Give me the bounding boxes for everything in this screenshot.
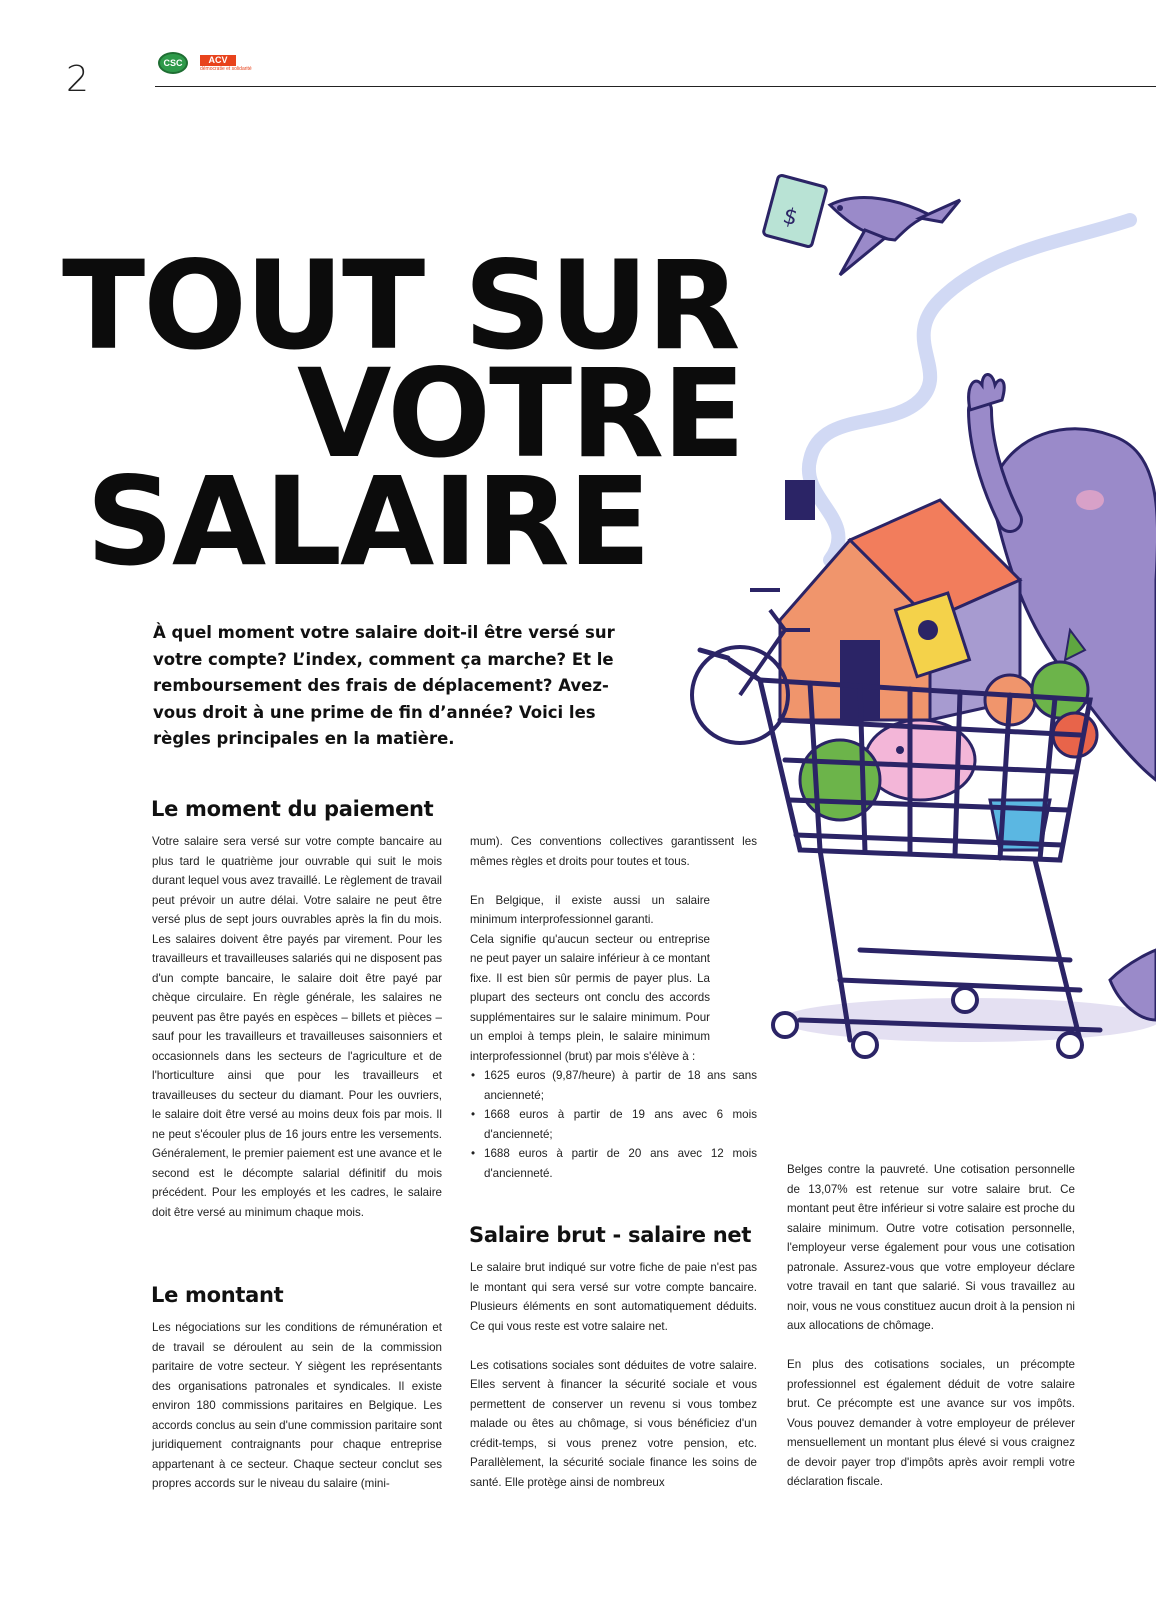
section-title-brut-net: Salaire brut - salaire net: [469, 1223, 752, 1247]
headline-line-2: VOTRE: [297, 343, 744, 485]
text-column-2a: [470, 832, 757, 1183]
col2-paragraph-3: Cela signifie qu'aucun secteur ou entreprise ne peut payer un salaire inférieur à ce montant fixe. Il est bien sûr permis de payer plus. La plupart des secteurs ont conclu des accords supplémentaires sur le salaire minimum. Pour un emploi à temps plein, le salaire minimum interprofessionnel (brut) par mois s'élève à :: [470, 932, 710, 1063]
text-column-1a: [152, 832, 442, 1222]
col2-paragraph-1: mum). Ces conventions collectives garantissent les mêmes règles et droits pour toutes et tous.: [470, 835, 757, 868]
acv-logo-tagline: démocratie et solidarité: [200, 66, 252, 72]
header-rule: [155, 86, 1156, 87]
headline-line-3: SALAIRE: [86, 451, 650, 593]
text-column-3: [787, 1160, 1075, 1492]
bird-icon: [830, 198, 960, 275]
headline-line-1: TOUT SUR: [62, 235, 739, 377]
col3-paragraph-2: En plus des cotisations sociales, un précompte professionnel est également déduit de votre salaire brut. Ce précompte est une avance sur vos impôts. Vous pouvez demander à votre employeur de prélever mensuellement un montant plus élevé si vous craignez de devoir payer trop d'impôts après avoir rempli votre déclaration fiscale.: [787, 1358, 1075, 1488]
col3-paragraph-1: Belges contre la pauvreté. Une cotisation personnelle de 13,07% est retenue sur votre salaire brut. Ce montant peut être inférieur si votre salaire est proche du salaire minimum. Outre votre cotisation personnelle, l'employeur verse également pour vous une cotisation patronale. Assurez-vous que votre employeur déclare votre travail en tant que salarié. Si vous travaillez au noir, vous ne vous constituez aucun droit à la pension ni aux allocations de chômage.: [787, 1163, 1075, 1332]
paiement-paragraph: Votre salaire sera versé sur votre compte bancaire au plus tard le quatrième jour ouvrable qui suit le mois durant lequel vous avez travaillé. Le règlement de travail peut prévoir un autre délai. Votre salaire ne peut être versé plus de sept jours ouvrables après la fin du mois. Les salaires doivent être payés par virement. Pour les travailleurs et travailleuses salariés qui ne disposent pas d'un compte bancaire, le salaire doit être payé par chèque circulaire. En règle générale, les salaires ne peuvent pas être payés en espèces – billets et pièces – sauf pour les travailleurs et travailleuses saisonniers et occasionnels dans les secteurs de l'agriculture et de l'horticulture ainsi que pour les travailleurs et travailleuses du secteur du diamant. Pour les ouvriers, le salaire doit être versé au moins deux fois par mois. Il ne peut s'écouler plus de 16 jours entre les versements. Généralement, le premier paiement est une avance et le second est le décompte salarial définitif du mois précédent. Pour les employés et les cadres, le salaire doit être versé au minimum chaque mois.: [152, 835, 443, 1219]
shopping-cart-illustration: [690, 160, 1156, 1080]
list-item: • 1668 euros à partir de 19 ans avec 6 mois d'ancienneté;: [484, 1105, 757, 1144]
section-title-paiement: Le moment du paiement: [151, 797, 434, 821]
text-column-2b: [470, 1258, 757, 1492]
col2-paragraph-2: En Belgique, il existe aussi un salaire minimum interprofessionnel garanti.: [470, 893, 710, 926]
acv-logo-mark: ACV: [200, 55, 236, 66]
brut-paragraph-1: Le salaire brut indiqué sur votre fiche de paie n'est pas le montant qui sera versé sur votre compte bancaire. Plusieurs éléments en sont automatiquement déduits. Ce qui vous reste est votre salaire net.: [470, 1261, 757, 1333]
acv-logo: [200, 55, 264, 71]
page-number: 2: [66, 59, 89, 100]
montant-paragraph: Les négociations sur les conditions de rémunération et de travail se déroulent au sein de la commission paritaire de votre secteur. Y siègent les représentants des organisations patronales et syndicales. Il existe environ 180 commissions paritaires en Belgique. Les accords conclus au sein d'une commission paritaire sont juridiquement contraignants pour chaque entreprise appartenant à ce secteur. Chaque secteur conclut ses propres accords sur le niveau du salaire (mini-: [152, 1321, 442, 1490]
brut-paragraph-2: Les cotisations sociales sont déduites de votre salaire. Elles servent à financer la sécurité sociale et vous permettent de conserver un revenu si vous tombez malade ou êtes au chômage, si vous bénéficiez d'un crédit-temps, si vous prenez votre pension, etc. Parallèlement, la sécurité sociale finance les soins de santé. Elle protège ainsi de nombreux: [470, 1358, 757, 1489]
minimum-wage-list: [470, 1066, 757, 1183]
section-title-montant: Le montant: [151, 1283, 284, 1307]
headline: [62, 235, 782, 593]
csc-logo: CSC: [158, 52, 188, 74]
list-item: • 1625 euros (9,87/heure) à partir de 18 ans sans ancienneté;: [484, 1066, 757, 1105]
lead-paragraph: À quel moment votre salaire doit-il être versé sur votre compte? L’index, comment ça marche? Et le remboursement des frais de déplacement? Avez-vous droit à une prime de fin d’année? Voici les règles principales en la matière.: [153, 623, 615, 748]
svg-text:$: $: [780, 203, 801, 232]
list-item: • 1688 euros à partir de 20 ans avec 12 mois d'ancienneté.: [484, 1144, 757, 1183]
text-column-1b: [152, 1318, 442, 1494]
